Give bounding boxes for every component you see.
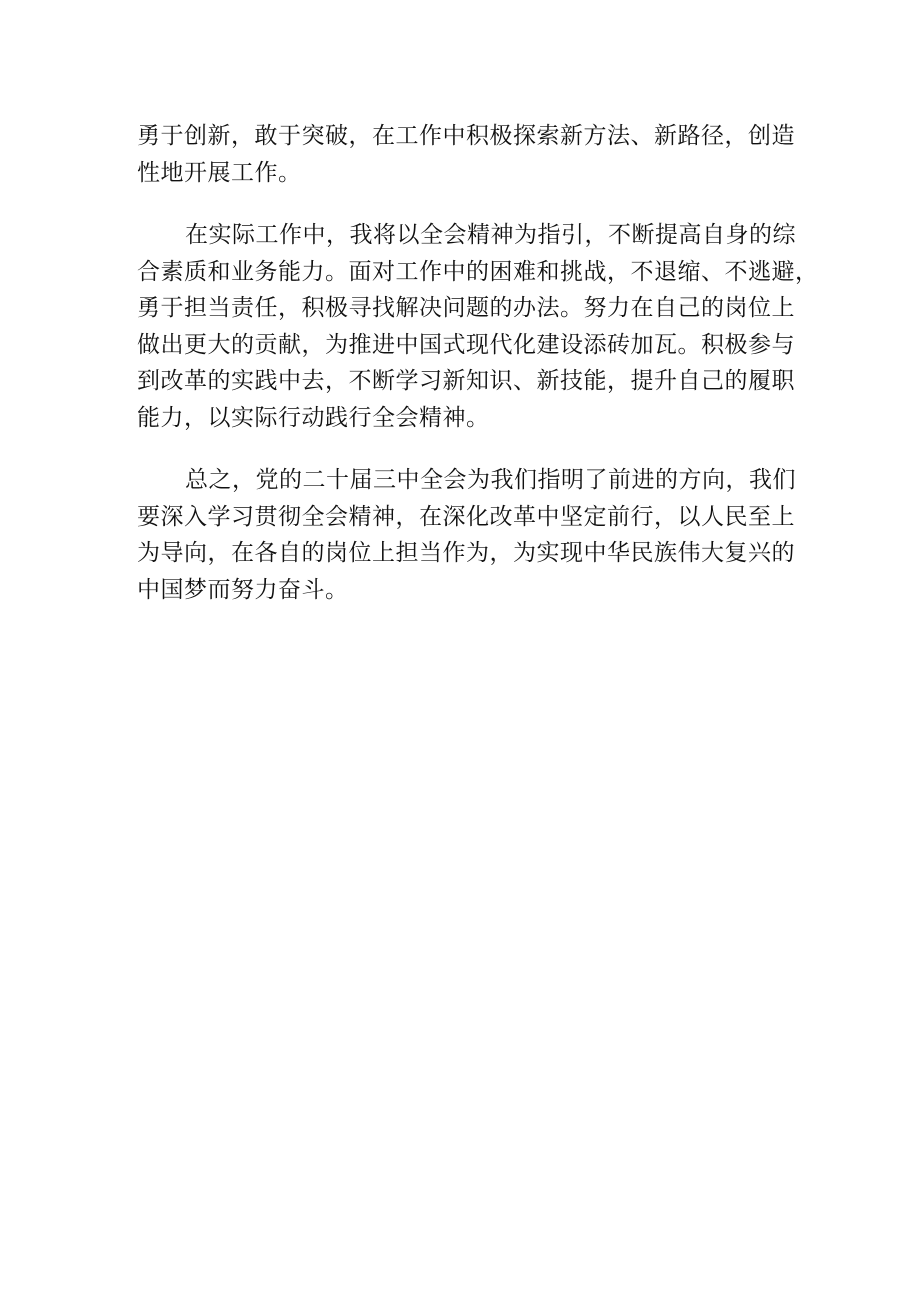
paragraph-line: 中国梦而努力奋斗。: [137, 576, 349, 603]
paragraph-first-line: 在实际工作中，我将以全会精神为指引，不断提高自身的综: [185, 222, 796, 248]
paragraph-3: [137, 462, 796, 608]
paragraph-first-line: 总之，党的二十届三中全会为我们指明了前进的方向，我们: [185, 467, 796, 493]
paragraph-line: 性地开展工作。: [137, 159, 302, 186]
paragraph-line: 勇于担当责任，积极寻找解决问题的办法。努力在自己的岗位上: [137, 295, 795, 321]
paragraph-line: 做出更大的贡献，为推进中国式现代化建设添砖加瓦。积极参与: [137, 331, 795, 358]
paragraph-line: 勇于创新，敢于突破，在工作中积极探索新方法、新路径，创造: [137, 123, 795, 149]
paragraph-1: [137, 118, 795, 191]
paragraph-line: 合素质和业务能力。面对工作中的困难和挑战，不退缩、不逃避，: [137, 258, 819, 285]
paragraph-line: 为导向，在各自的岗位上担当作为，为实现中华民族伟大复兴的: [137, 540, 795, 566]
paragraph-line: 到改革的实践中去，不断学习新知识、新技能，提升自己的履职: [137, 368, 795, 394]
document-body: [137, 118, 819, 608]
paragraph-2: [137, 217, 819, 436]
paragraph-line: 要深入学习贯彻全会精神，在深化改革中坚定前行，以人民至上: [137, 503, 795, 530]
paragraph-line: 能力，以实际行动践行全会精神。: [137, 404, 490, 431]
